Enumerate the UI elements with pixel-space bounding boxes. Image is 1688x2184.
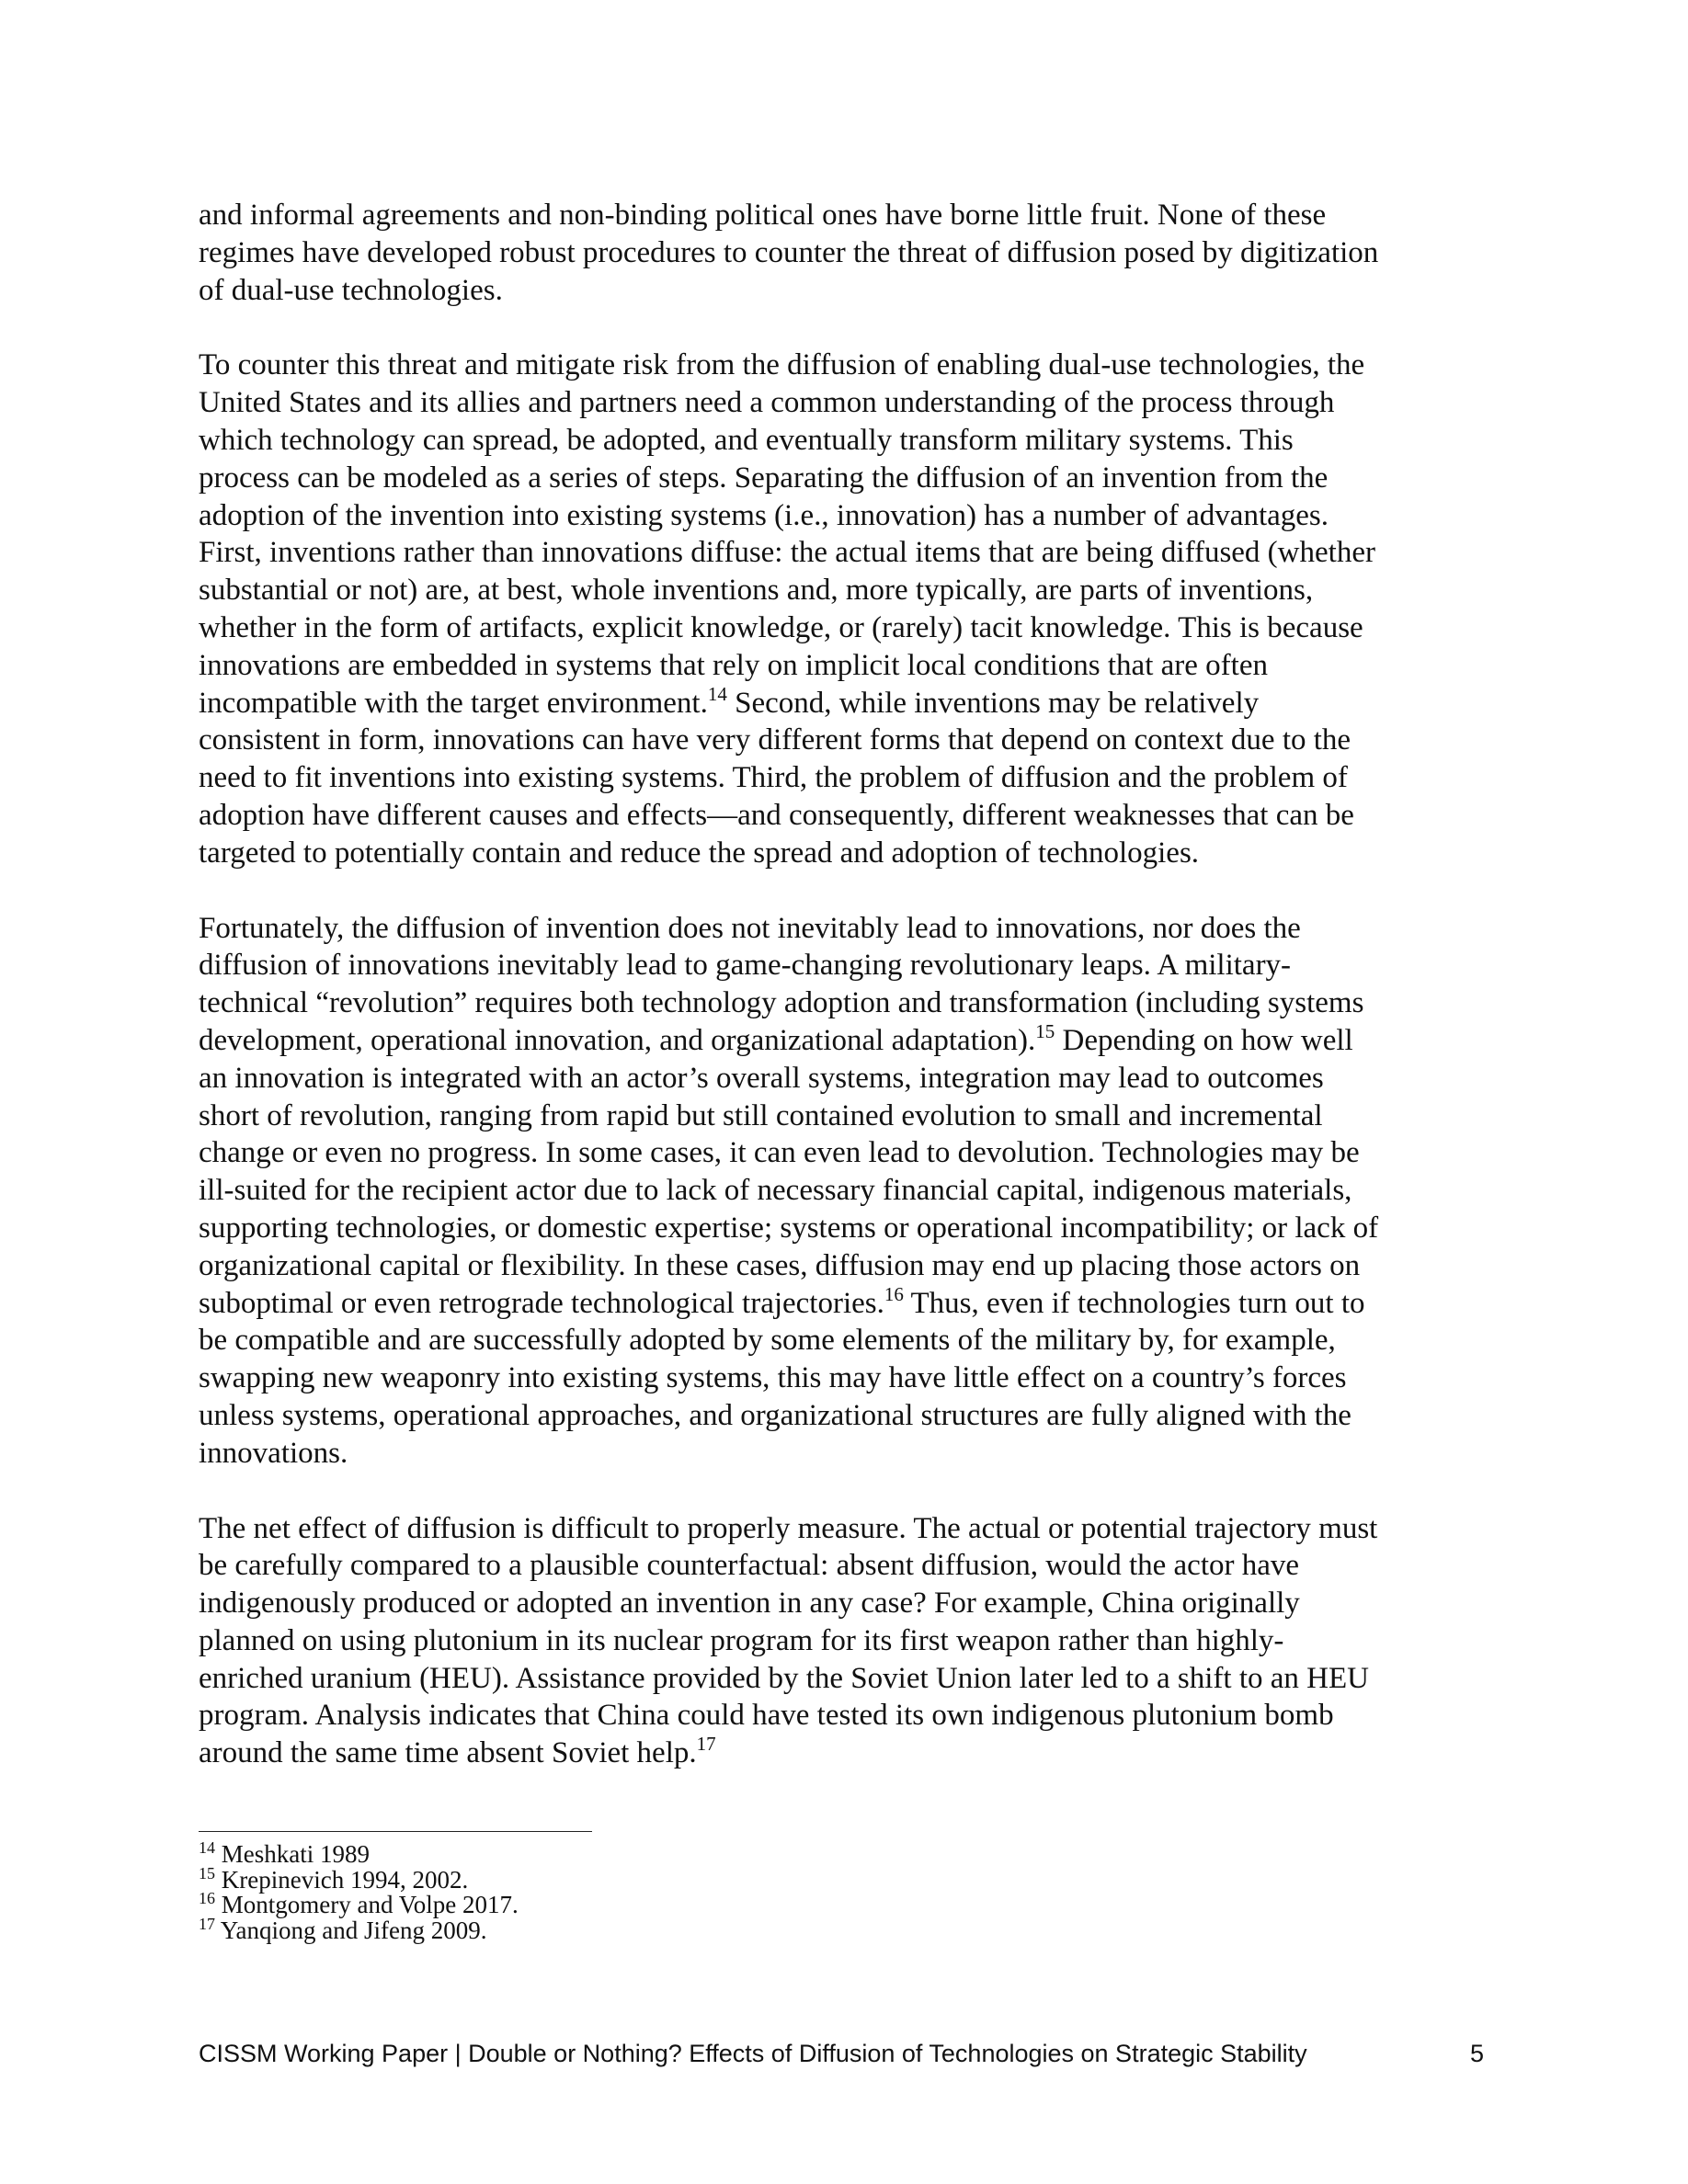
text-line: targeted to potentially contain and reduce the spread and adoption of technologies. <box>199 836 1200 870</box>
text-line: planned on using plutonium in its nuclear program for its first weapon rather than highly- <box>199 1623 1284 1657</box>
text-line: adoption have different causes and effects—and consequently, different weaknesses that can be <box>199 798 1354 832</box>
text-line: innovations. <box>199 1436 348 1470</box>
footnote-ref-16[interactable]: 16 <box>884 1282 904 1305</box>
text-segment: suboptimal or even retrograde technological trajectories. <box>199 1286 884 1320</box>
text-segment: development, operational innovation, and organizational adaptation). <box>199 1023 1036 1057</box>
text-line: be carefully compared to a plausible counterfactual: absent diffusion, would the actor have <box>199 1549 1300 1583</box>
text-line: innovations are embedded in systems that rely on implicit local conditions that are often <box>199 648 1268 682</box>
footnote-17 <box>199 1914 1026 1944</box>
text-line: Fortunately, the diffusion of invention does not inevitably lead to innovations, nor does the <box>199 911 1301 945</box>
footnote-ref-17[interactable]: 17 <box>696 1733 716 1756</box>
text-line: indigenously produced or adopted an invention in any case? For example, China originally <box>199 1587 1300 1621</box>
text-line: change or even no progress. In some cases, it can even lead to devolution. Technologies may be <box>199 1136 1360 1170</box>
running-footer <box>199 2039 1484 2068</box>
text-segment: Depending on how well <box>1055 1023 1353 1057</box>
paragraph-1 <box>199 197 1495 309</box>
text-line: regimes have developed robust procedures to counter the threat of diffusion posed by digitization <box>199 235 1379 269</box>
page-body <box>199 197 1495 1810</box>
text-line: program. Analysis indicates that China could have tested its own indigenous plutonium bomb <box>199 1699 1334 1733</box>
footnote-number: 14 <box>199 1838 215 1857</box>
text-line: of dual-use technologies. <box>199 273 503 307</box>
text-line: be compatible and are successfully adopted by some elements of the military by, for example, <box>199 1324 1336 1358</box>
text-line: The net effect of diffusion is difficult to properly measure. The actual or potential trajectory must <box>199 1511 1378 1545</box>
text-line: unless systems, operational approaches, and organizational structures are fully aligned with the <box>199 1398 1352 1432</box>
text-line: technical “revolution” requires both technology adoption and transformation (including systems <box>199 986 1364 1020</box>
footnote-number: 16 <box>199 1889 215 1907</box>
text-line <box>199 1282 1495 1323</box>
text-line: United States and its allies and partners need a common understanding of the process through <box>199 386 1335 420</box>
text-segment: Thus, even if technologies turn out to <box>903 1286 1365 1320</box>
footnotes <box>199 1838 1026 1944</box>
text-line: supporting technologies, or domestic expertise; systems or operational incompatibility; or lack of <box>199 1211 1379 1245</box>
footnote-ref-14[interactable]: 14 <box>707 682 727 705</box>
footnote-separator <box>199 1831 592 1832</box>
footnote-16 <box>199 1889 1026 1918</box>
text-line: and informal agreements and non-binding political ones have borne little fruit. None of these <box>199 199 1327 232</box>
text-segment: around the same time absent Soviet help. <box>199 1736 697 1770</box>
paragraph-3 <box>199 910 1495 1473</box>
text-line: consistent in form, innovations can have very different forms that depend on context due to the <box>199 723 1352 757</box>
paragraph-2 <box>199 347 1495 871</box>
footnote-ref-15[interactable]: 15 <box>1035 1019 1055 1042</box>
text-line: To counter this threat and mitigate risk from the diffusion of enabling dual-use technologies, the <box>199 348 1365 382</box>
footnote-text: Meshkati 1989 <box>221 1840 370 1868</box>
page-number: 5 <box>1469 2040 1484 2067</box>
footnote-number: 17 <box>199 1914 215 1933</box>
text-line <box>199 1735 1495 1772</box>
footnote-text: Yanqiong and Jifeng 2009. <box>220 1916 487 1944</box>
text-segment: incompatible with the target environment. <box>199 686 708 720</box>
text-line: process can be modeled as a series of steps. Separating the diffusion of an invention from the <box>199 461 1329 495</box>
text-line: organizational capital or flexibility. In these cases, diffusion may end up placing those actors on <box>199 1248 1361 1282</box>
text-line: an innovation is integrated with an actor’s overall systems, integration may lead to outcomes <box>199 1061 1324 1095</box>
text-line: First, inventions rather than innovations diffuse: the actual items that are being diffused (whether <box>199 536 1375 570</box>
footnote-text: Montgomery and Volpe 2017. <box>221 1891 519 1918</box>
text-line: swapping new weaponry into existing systems, this may have little effect on a country’s forces <box>199 1361 1347 1395</box>
text-line <box>199 682 1495 722</box>
text-line: need to fit inventions into existing systems. Third, the problem of diffusion and the problem of <box>199 761 1348 795</box>
footnote-15 <box>199 1863 1026 1894</box>
text-line: substantial or not) are, at best, whole inventions and, more typically, are parts of inventions, <box>199 574 1314 608</box>
running-title: CISSM Working Paper | Double or Nothing? Effects of Diffusion of Technologies on Strategic Stability <box>199 2040 1307 2067</box>
footnote-text: Krepinevich 1994, 2002. <box>221 1865 469 1894</box>
text-line: whether in the form of artifacts, explicit knowledge, or (rarely) tacit knowledge. This is because <box>199 610 1363 644</box>
text-line: enriched uranium (HEU). Assistance provided by the Soviet Union later led to a shift to an HEU <box>199 1661 1369 1695</box>
footnote-number: 15 <box>199 1863 215 1883</box>
text-line <box>199 1019 1495 1060</box>
text-line: diffusion of innovations inevitably lead to game-changing revolutionary leaps. A military- <box>199 949 1292 983</box>
paragraph-4 <box>199 1510 1495 1773</box>
footnote-14 <box>199 1838 1026 1868</box>
text-line: which technology can spread, be adopted, and eventually transform military systems. This <box>199 423 1294 457</box>
text-line: adoption of the invention into existing systems (i.e., innovation) has a number of advantages. <box>199 498 1329 532</box>
text-line: ill-suited for the recipient actor due to lack of necessary financial capital, indigenous materials, <box>199 1174 1352 1208</box>
text-segment: Second, while inventions may be relatively <box>726 686 1260 720</box>
text-line: short of revolution, ranging from rapid but still contained evolution to small and incremental <box>199 1098 1323 1132</box>
